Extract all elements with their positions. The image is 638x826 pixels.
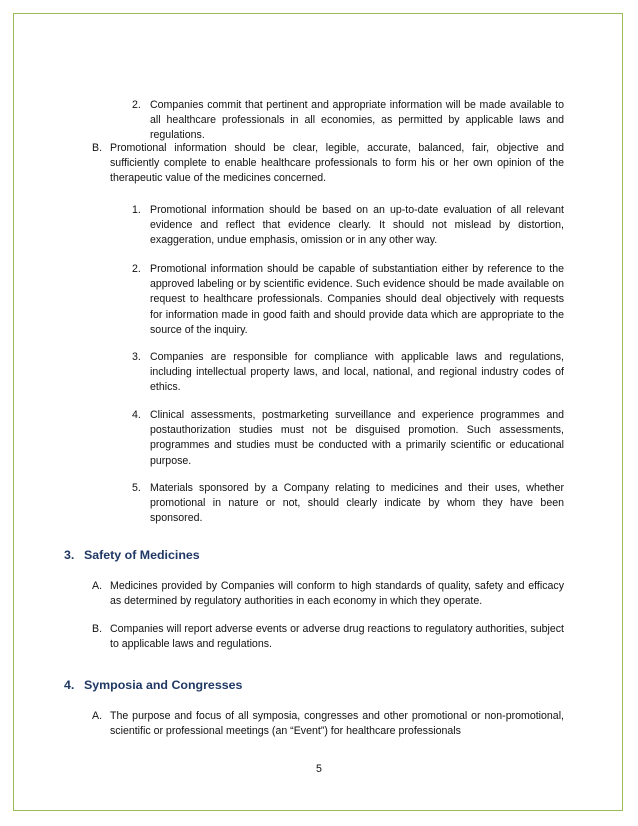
list-item (132, 262, 564, 338)
list-item-text: The purpose and focus of all symposia, congresses and other promotional or non-promotional, scientific or professional meetings (an “Event”) for healthcare professionals (110, 710, 564, 738)
list-marker: A. (92, 580, 103, 592)
list-item (132, 350, 564, 396)
section-heading (64, 548, 200, 562)
list-item (92, 622, 564, 652)
list-item-text: Companies are responsible for compliance with applicable laws and regulations, including intellectual property laws, and local, national, and regional industry codes of ethics. (150, 351, 564, 394)
list-item (132, 98, 564, 144)
list-item-text: Promotional information should be clear, legible, accurate, balanced, fair, objective and sufficiently complete to enable healthcare professionals to form his or her own opinion of the therapeutic value of the medicines concerned. (110, 142, 564, 185)
section-title: Safety of Medicines (84, 548, 200, 562)
list-item (92, 579, 564, 609)
list-item-text: Companies will report adverse events or adverse drug reactions to regulatory authorities, subject to applicable laws and regulations. (110, 623, 564, 651)
list-marker: 2. (132, 263, 141, 275)
section-number: 4. (64, 678, 75, 692)
list-marker: 3. (132, 351, 141, 363)
list-marker: 1. (132, 204, 141, 216)
list-marker: A. (92, 710, 103, 722)
list-item (92, 709, 564, 739)
list-item-text: Promotional information should be capable of substantiation either by reference to the approved labeling or by scientific evidence. Such evidence should be made available on request to healthcare professionals. Companies should deal objectively with requests for information made in good faith and should provide data which are appropriate to the source of the inquiry. (150, 263, 564, 336)
list-marker: B. (92, 623, 103, 635)
list-item (132, 203, 564, 249)
list-item-text: Promotional information should be based on an up-to-date evaluation of all relevant evidence and reflect that evidence clearly. It should not mislead by distortion, exaggeration, undue emphasis, omission or in any other way. (150, 204, 564, 247)
list-item (92, 141, 564, 187)
section-title: Symposia and Congresses (84, 678, 243, 692)
list-item (132, 408, 564, 469)
list-item-text: Medicines provided by Companies will conform to high standards of quality, safety and efficacy as determined by regulatory authorities in each economy in which they operate. (110, 580, 564, 608)
list-item-text: Materials sponsored by a Company relating to medicines and their uses, whether promotional in nature or not, should clearly indicate by whom they have been sponsored. (150, 482, 564, 525)
section-number: 3. (64, 548, 75, 562)
list-marker: B. (92, 142, 103, 154)
list-marker: 5. (132, 482, 141, 494)
page-number: 5 (316, 763, 322, 775)
list-item-text: Companies commit that pertinent and appropriate information will be made available to all healthcare professionals in all economies, as permitted by applicable laws and regulations. (150, 99, 564, 142)
list-item (132, 481, 564, 527)
list-marker: 4. (132, 409, 141, 421)
list-item-text: Clinical assessments, postmarketing surveillance and experience programmes and postauthorization studies must not be disguised promotion. Such assessments, programmes and studies must be conducted with a primarily scientific or educational purpose. (150, 409, 564, 467)
list-marker: 2. (132, 99, 141, 111)
section-heading (64, 678, 242, 692)
